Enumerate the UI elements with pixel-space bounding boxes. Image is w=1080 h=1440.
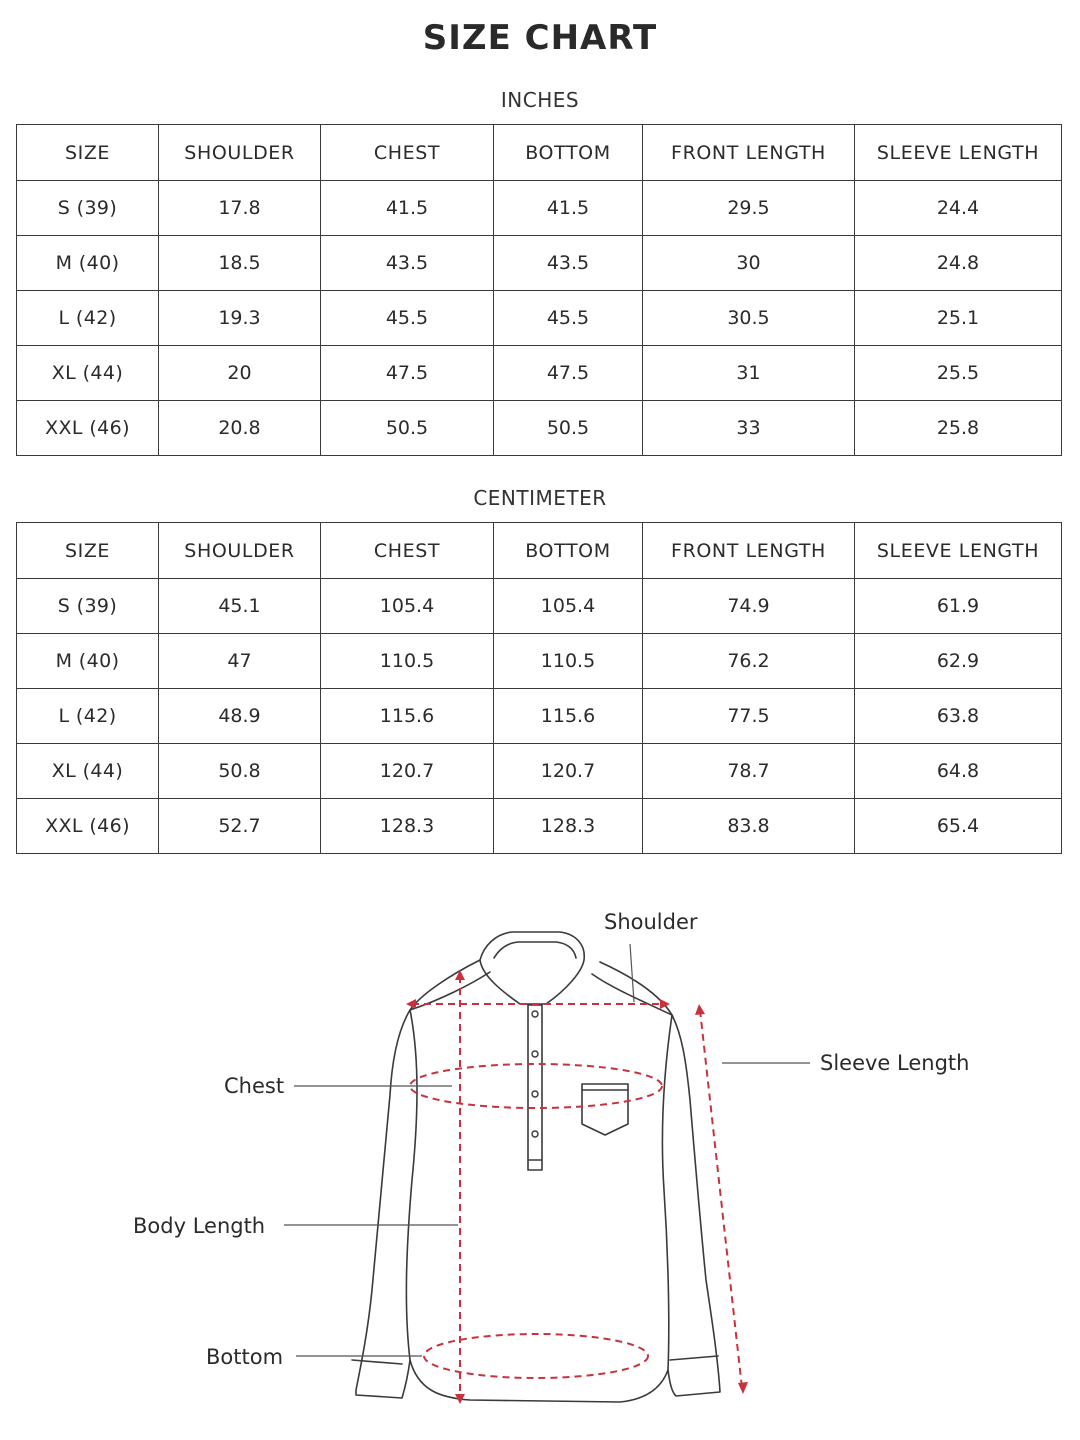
- front-length-cell: 83.8: [643, 799, 855, 854]
- front-length-cell: 30.5: [643, 291, 855, 346]
- right-cuff: [670, 1356, 718, 1360]
- page-title: SIZE CHART: [422, 18, 658, 58]
- size-cell: XL (44): [17, 744, 159, 799]
- chest-cell: 47.5: [321, 346, 494, 401]
- shoulder-cell: 19.3: [159, 291, 321, 346]
- inches-table: [16, 124, 1062, 456]
- size-cell: S (39): [17, 181, 159, 236]
- chest-cell: 41.5: [321, 181, 494, 236]
- table-header-row: [17, 125, 1062, 181]
- bottom-cell: 115.6: [494, 689, 643, 744]
- bottom-cell: 41.5: [494, 181, 643, 236]
- header-sleeve-length: SLEEVE LENGTH: [855, 523, 1062, 579]
- table-row: [17, 744, 1062, 799]
- front-length-cell: 30: [643, 236, 855, 291]
- front-length-cell: 78.7: [643, 744, 855, 799]
- chest-cell: 45.5: [321, 291, 494, 346]
- table-row: [17, 291, 1062, 346]
- front-length-cell: 31: [643, 346, 855, 401]
- centimeter-label: CENTIMETER: [473, 486, 607, 510]
- table-row: [17, 181, 1062, 236]
- front-length-cell: 77.5: [643, 689, 855, 744]
- size-cell: M (40): [17, 634, 159, 689]
- header-bottom: BOTTOM: [494, 125, 643, 181]
- button-1: [532, 1011, 538, 1017]
- left-cuff: [352, 1360, 402, 1364]
- table-row: [17, 579, 1062, 634]
- arrow-head: [660, 999, 670, 1009]
- bottom-cell: 45.5: [494, 291, 643, 346]
- shirt-outline: [356, 960, 720, 1402]
- header-shoulder: SHOULDER: [159, 125, 321, 181]
- chest-cell: 120.7: [321, 744, 494, 799]
- front-length-cell: 74.9: [643, 579, 855, 634]
- chest-cell: 50.5: [321, 401, 494, 456]
- sleeve-length-cell: 24.4: [855, 181, 1062, 236]
- table-row: [17, 236, 1062, 291]
- sleeve-length-cell: 25.5: [855, 346, 1062, 401]
- chest-label: Chest: [224, 1074, 285, 1098]
- header-chest: CHEST: [321, 523, 494, 579]
- table-row: [17, 799, 1062, 854]
- button-4: [532, 1131, 538, 1137]
- bottom-cell: 105.4: [494, 579, 643, 634]
- shoulder-cell: 50.8: [159, 744, 321, 799]
- table-header-row: [17, 523, 1062, 579]
- table-row: [17, 346, 1062, 401]
- centimeter-table: [16, 522, 1062, 854]
- sleeve-length-cell: 25.1: [855, 291, 1062, 346]
- table-row: [17, 634, 1062, 689]
- header-front-length: FRONT LENGTH: [643, 125, 855, 181]
- shirt-measurement-diagram: [0, 880, 1080, 1420]
- shoulder-label: Shoulder: [604, 910, 698, 934]
- shoulder-cell: 20.8: [159, 401, 321, 456]
- chest-cell: 115.6: [321, 689, 494, 744]
- sleeve-length-cell: 24.8: [855, 236, 1062, 291]
- chest-cell: 128.3: [321, 799, 494, 854]
- bottom-label: Bottom: [206, 1345, 284, 1369]
- sleeve-length-measure-line: [700, 1010, 742, 1388]
- table-row: [17, 689, 1062, 744]
- button-3: [532, 1091, 538, 1097]
- sleeve-length-cell: 61.9: [855, 579, 1062, 634]
- header-bottom: BOTTOM: [494, 523, 643, 579]
- size-cell: S (39): [17, 579, 159, 634]
- chest-cell: 43.5: [321, 236, 494, 291]
- bottom-cell: 47.5: [494, 346, 643, 401]
- sleeve-length-cell: 65.4: [855, 799, 1062, 854]
- size-cell: XL (44): [17, 346, 159, 401]
- bottom-cell: 43.5: [494, 236, 643, 291]
- arrow-head: [695, 1004, 705, 1015]
- shoulder-cell: 20: [159, 346, 321, 401]
- body-length-label: Body Length: [133, 1214, 266, 1238]
- size-cell: XXL (46): [17, 799, 159, 854]
- inches-label: INCHES: [500, 88, 580, 112]
- front-length-cell: 33: [643, 401, 855, 456]
- arrow-head: [455, 970, 465, 980]
- arrow-head: [738, 1382, 748, 1394]
- sleeve-length-label: Sleeve Length: [820, 1051, 970, 1075]
- header-front-length: FRONT LENGTH: [643, 523, 855, 579]
- shoulder-cell: 17.8: [159, 181, 321, 236]
- sleeve-length-cell: 64.8: [855, 744, 1062, 799]
- placket: [528, 1005, 542, 1170]
- shoulder-cell: 48.9: [159, 689, 321, 744]
- front-length-cell: 29.5: [643, 181, 855, 236]
- size-cell: M (40): [17, 236, 159, 291]
- header-shoulder: SHOULDER: [159, 523, 321, 579]
- button-2: [532, 1051, 538, 1057]
- sleeve-length-cell: 62.9: [855, 634, 1062, 689]
- bottom-cell: 50.5: [494, 401, 643, 456]
- size-cell: L (42): [17, 689, 159, 744]
- pocket: [582, 1084, 628, 1135]
- header-sleeve-length: SLEEVE LENGTH: [855, 125, 1062, 181]
- bottom-measure-ellipse: [424, 1334, 648, 1378]
- size-cell: XXL (46): [17, 401, 159, 456]
- sleeve-length-cell: 25.8: [855, 401, 1062, 456]
- front-length-cell: 76.2: [643, 634, 855, 689]
- shoulder-cell: 52.7: [159, 799, 321, 854]
- bottom-cell: 128.3: [494, 799, 643, 854]
- shoulder-cell: 18.5: [159, 236, 321, 291]
- header-size: SIZE: [17, 125, 159, 181]
- bottom-cell: 110.5: [494, 634, 643, 689]
- shoulder-cell: 47: [159, 634, 321, 689]
- chest-cell: 105.4: [321, 579, 494, 634]
- size-cell: L (42): [17, 291, 159, 346]
- table-row: [17, 401, 1062, 456]
- shoulder-leader-line: [630, 944, 634, 1002]
- chest-cell: 110.5: [321, 634, 494, 689]
- bottom-cell: 120.7: [494, 744, 643, 799]
- header-size: SIZE: [17, 523, 159, 579]
- shoulder-cell: 45.1: [159, 579, 321, 634]
- header-chest: CHEST: [321, 125, 494, 181]
- sleeve-length-cell: 63.8: [855, 689, 1062, 744]
